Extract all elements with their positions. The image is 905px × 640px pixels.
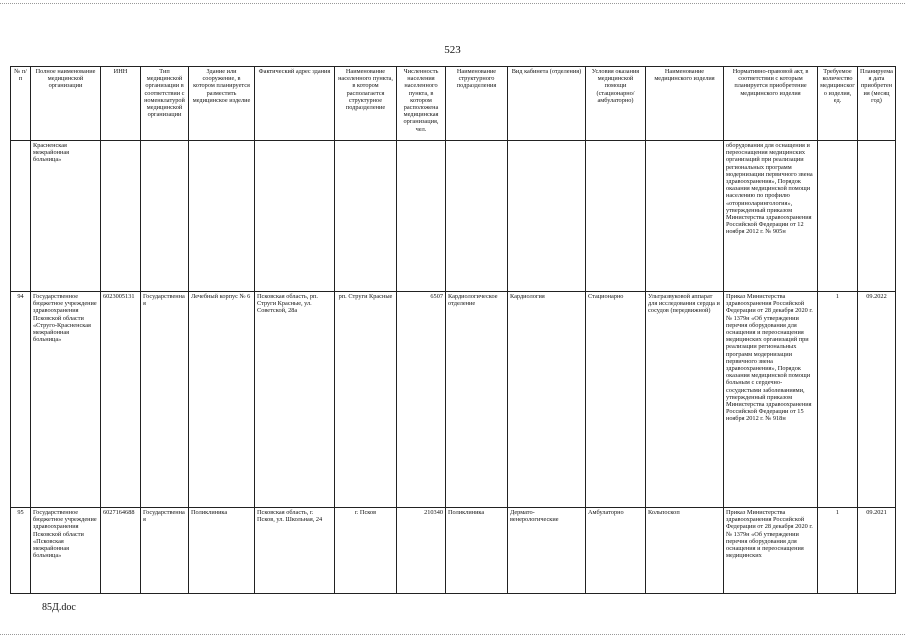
cell-org: Государственное бюджетное учреждение здравоохранения Псковской области «Струго-Красненская межрайонная больница» [31, 292, 101, 508]
col-header-qty: Требуемое количество медицинского изделия, ед. [818, 67, 858, 141]
cell-num: 95 [11, 508, 31, 594]
cell-device: Ультразвуковой аппарат для исследования сердца и сосудов (передвижной) [646, 292, 724, 508]
cell-division: Кардиологическое отделение [446, 292, 508, 508]
cell-qty: 1 [818, 292, 858, 508]
cell-population: 210340 [397, 508, 446, 594]
cell-address [255, 141, 335, 292]
cell-qty [818, 141, 858, 292]
cell-date: 09.2022 [858, 292, 896, 508]
cell-division [446, 141, 508, 292]
cell-division: Поликлиника [446, 508, 508, 594]
cell-cabinet [508, 141, 586, 292]
cell-building [189, 141, 255, 292]
cell-conditions: Амбулаторно [586, 508, 646, 594]
cell-population [397, 141, 446, 292]
medical-equipment-table [10, 66, 896, 594]
col-header-building: Здание или сооружение, в котором планируется разместить медицинское изделие [189, 67, 255, 141]
col-header-locality: Наименование населенного пункта, в котором располагается структурное подразделение [335, 67, 397, 141]
cell-type: Государственная [141, 508, 189, 594]
cell-population: 6507 [397, 292, 446, 508]
cell-building: Поликлиника [189, 508, 255, 594]
cell-conditions: Стационарно [586, 292, 646, 508]
cell-cabinet: Кардиология [508, 292, 586, 508]
cell-type [141, 141, 189, 292]
cell-inn: 6027164688 [101, 508, 141, 594]
cell-device: Кольпоскоп [646, 508, 724, 594]
cell-act: Приказ Министерства здравоохранения Российской Федерации от 28 декабря 2020 г. № 1379н «Об утверждении перечня оборудования для оснащения и переоснащения медицинских [724, 508, 818, 594]
cell-date [858, 141, 896, 292]
cell-device [646, 141, 724, 292]
col-header-num: № п/п [11, 67, 31, 141]
cell-org: Красненская межрайонная больница» [31, 141, 101, 292]
cell-qty: 1 [818, 508, 858, 594]
cell-locality [335, 141, 397, 292]
cell-locality: г. Псков [335, 508, 397, 594]
col-header-address: Фактический адрес здания [255, 67, 335, 141]
cell-type: Государственная [141, 292, 189, 508]
cell-num [11, 141, 31, 292]
table-row [11, 508, 896, 594]
cell-locality: рп. Струги Красные [335, 292, 397, 508]
col-header-type: Тип медицинской организации в соответствии с номенклатурой медицинской организации [141, 67, 189, 141]
cell-building: Лечебный корпус № 6 [189, 292, 255, 508]
cell-address: Псковская область, г. Псков, ул. Школьная, 24 [255, 508, 335, 594]
cell-act: оборудования для оснащения и переоснащения медицинских организаций при реализации региональных программ модернизации первичного звена здравоохранения», Порядок оказания медицинской помощи населению по профилю «оториноларингология», утвержденный приказом Министерства здравоохранения Российской Федерации от 12 ноября 2012 г. № 905н [724, 141, 818, 292]
col-header-act: Нормативно-правовой акт, в соответствии с которым планируется приобретение медицинского изделия [724, 67, 818, 141]
cell-cabinet: Дермато-венерологические [508, 508, 586, 594]
cell-inn [101, 141, 141, 292]
scan-artifact-top [0, 3, 905, 5]
cell-act: Приказ Министерства здравоохранения Российской Федерации от 28 декабря 2020 г. № 1379н «Об утверждении перечня оборудования для оснащения и переоснащения медицинских организаций при реализации региональных программ модернизации первичного звена здравоохранения», Порядок оказания медицинской помощи больным с сердечно-сосудистыми заболеваниями, утвержденный приказом Министерства здравоохранения Российской Федерации от 15 ноября 2012 г. № 918н [724, 292, 818, 508]
cell-org: Государственное бюджетное учреждение здравоохранения Псковской области «Псковская межрайонная больница» [31, 508, 101, 594]
scan-artifact-bottom [0, 634, 905, 636]
col-header-inn: ИНН [101, 67, 141, 141]
document-filename: 85Д.doc [42, 602, 76, 613]
col-header-conditions: Условия оказания медицинской помощи (стационарно/амбулаторно) [586, 67, 646, 141]
col-header-org: Полное наименование медицинской организации [31, 67, 101, 141]
col-header-date: Планируемая дата приобретения (месяц год) [858, 67, 896, 141]
page-number: 523 [444, 44, 461, 56]
cell-address: Псковская область, рп. Струги Красные, ул. Советской, 28а [255, 292, 335, 508]
table-row [11, 141, 896, 292]
col-header-device: Наименование медицинского изделия [646, 67, 724, 141]
table-header-row [11, 67, 896, 141]
col-header-cabinet: Вид кабинета (отделения) [508, 67, 586, 141]
cell-conditions [586, 141, 646, 292]
cell-inn: 6023005131 [101, 292, 141, 508]
table-row [11, 292, 896, 508]
col-header-population: Численность населения населенного пункта, в котором расположена медицинская организация, чел. [397, 67, 446, 141]
col-header-division: Наименование структурного подразделения [446, 67, 508, 141]
cell-date: 09.2021 [858, 508, 896, 594]
cell-num: 94 [11, 292, 31, 508]
